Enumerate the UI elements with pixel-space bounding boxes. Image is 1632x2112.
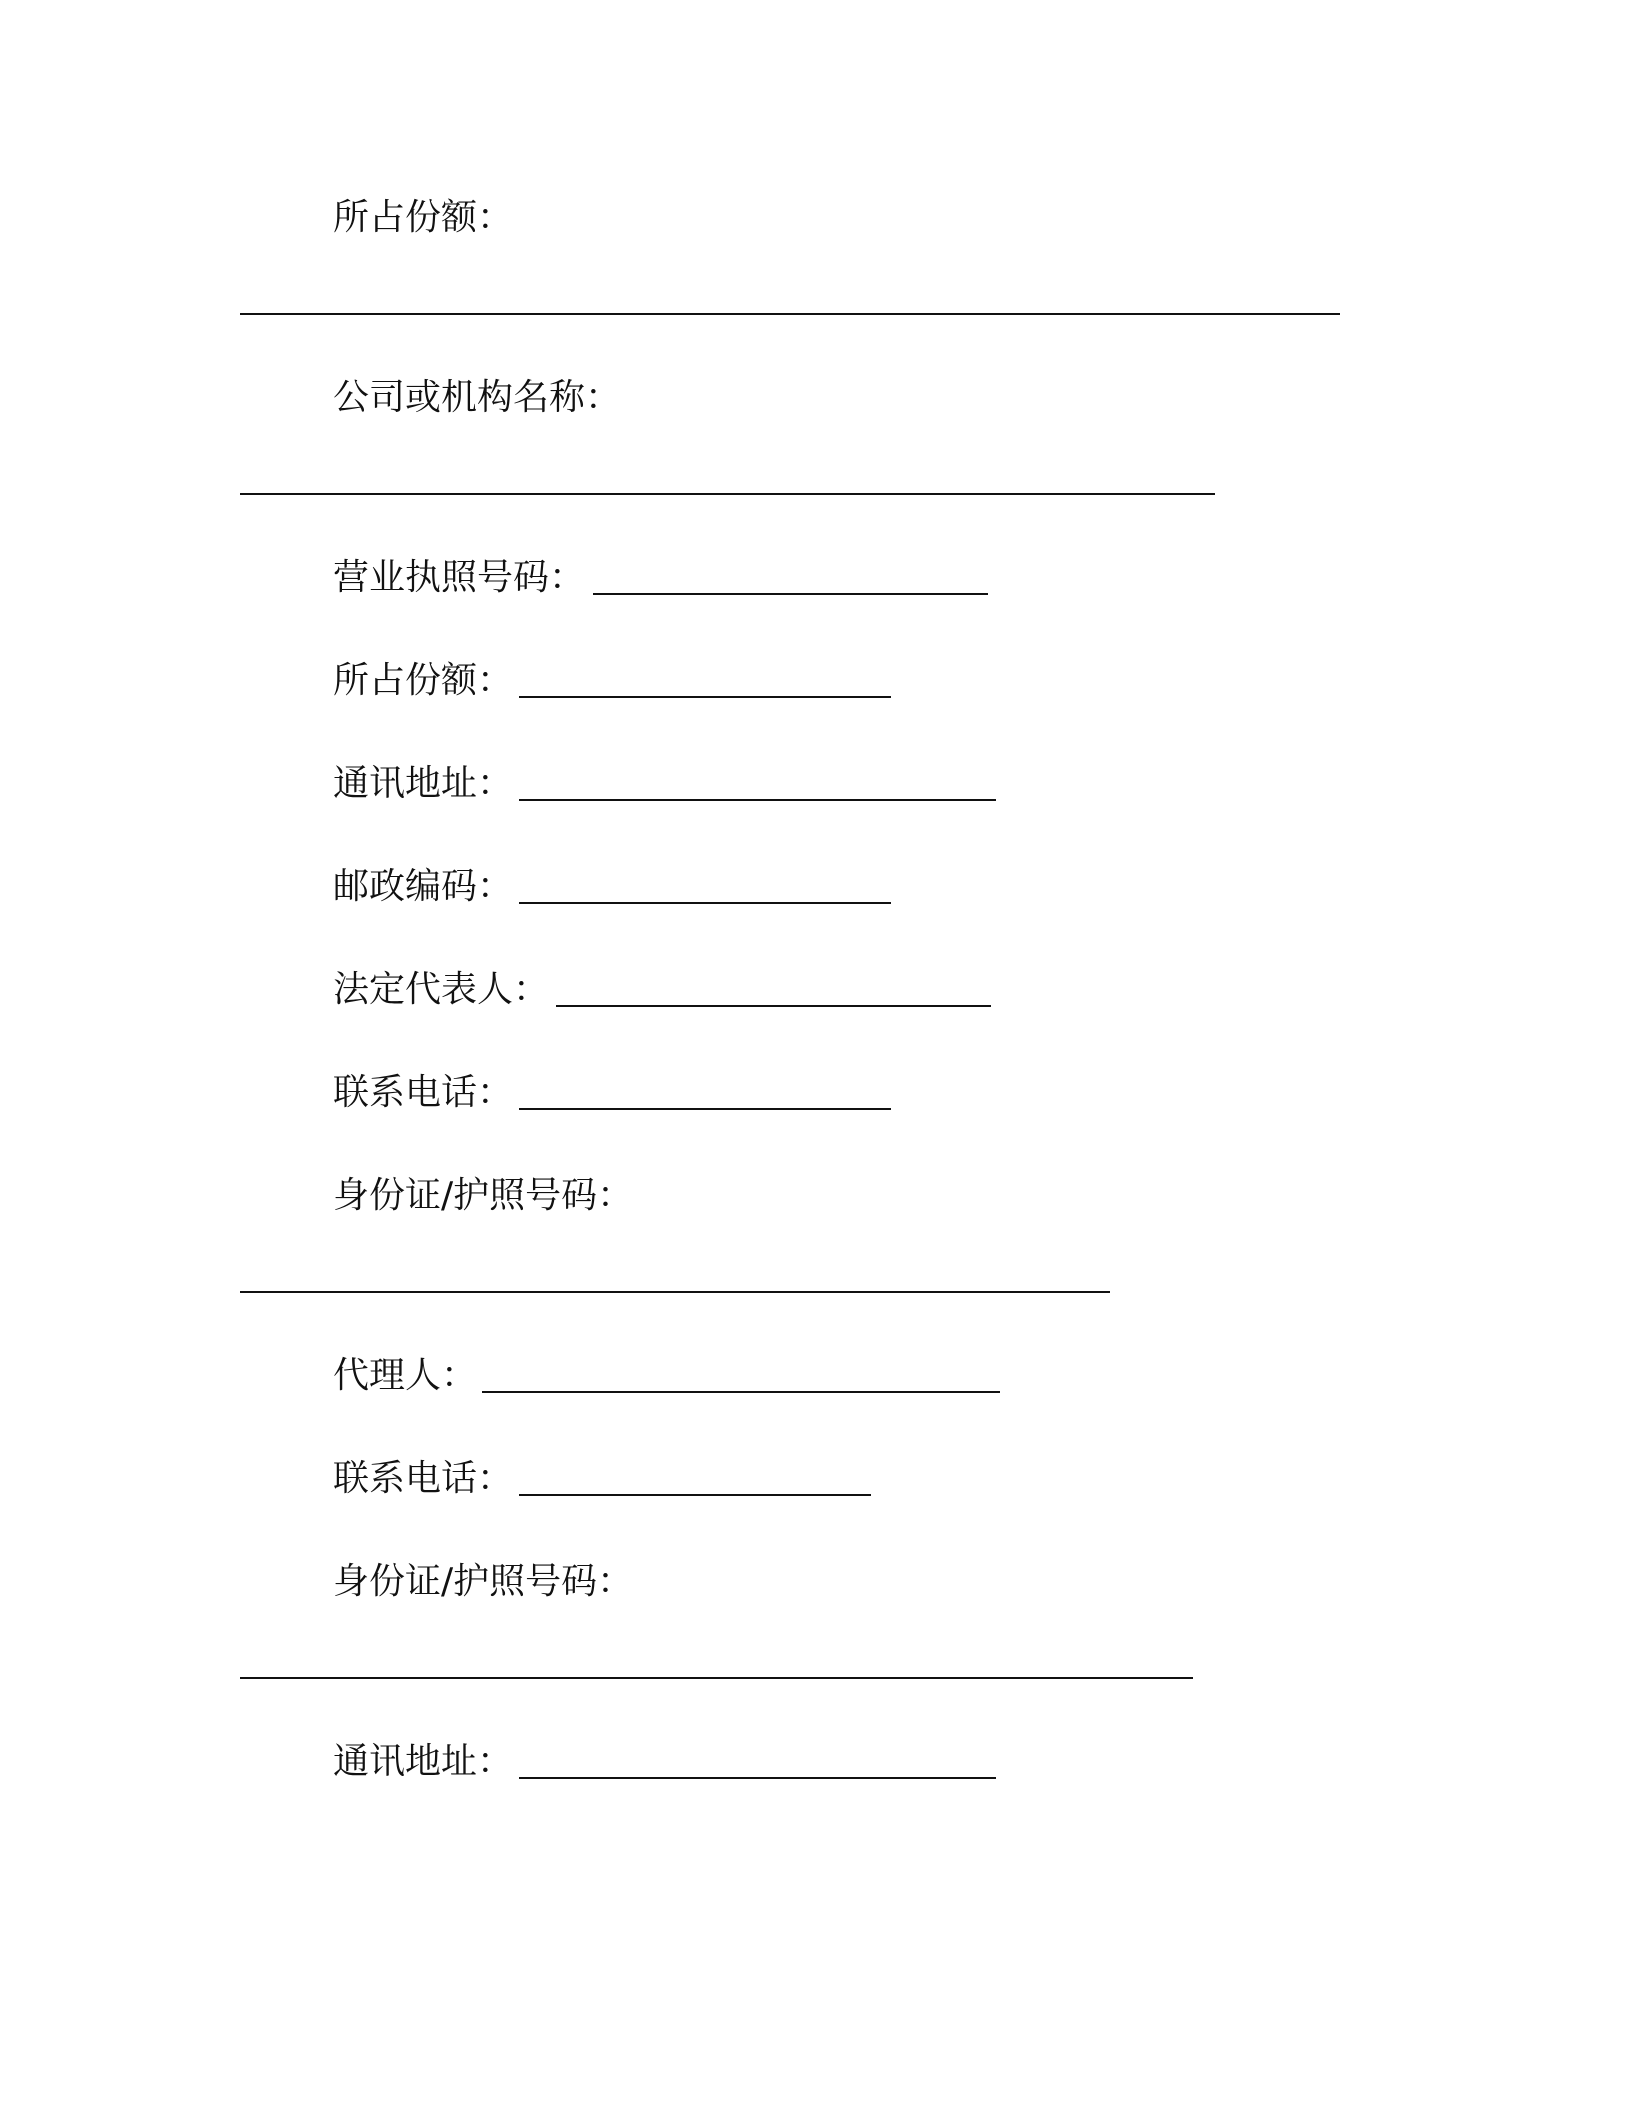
phone-label: 联系电话： <box>333 1072 514 1113</box>
address-label: 通讯地址： <box>333 763 514 804</box>
id-passport-label: 身份证/护照号码： <box>333 1561 634 1602</box>
legal-representative-blank[interactable] <box>556 1005 991 1007</box>
agent-blank[interactable] <box>482 1391 1000 1393</box>
postal-code-label: 邮政编码： <box>333 866 514 907</box>
id-passport-label: 身份证/护照号码： <box>333 1175 634 1216</box>
company-name-blank[interactable] <box>240 493 1215 495</box>
address-blank[interactable] <box>519 1777 996 1779</box>
phone-label: 联系电话： <box>333 1458 514 1499</box>
business-license-label: 营业执照号码： <box>333 557 586 598</box>
share-label: 所占份额： <box>333 197 514 238</box>
share-blank[interactable] <box>240 313 1340 315</box>
agent-label: 代理人： <box>333 1355 478 1396</box>
legal-representative-label: 法定代表人： <box>333 969 550 1010</box>
id-passport-blank[interactable] <box>240 1677 1193 1679</box>
business-license-blank[interactable] <box>593 593 988 595</box>
phone-blank[interactable] <box>519 1494 871 1496</box>
postal-code-blank[interactable] <box>519 902 891 904</box>
address-label: 通讯地址： <box>333 1741 514 1782</box>
company-name-label: 公司或机构名称： <box>333 377 622 418</box>
share-label: 所占份额： <box>333 660 514 701</box>
address-blank[interactable] <box>519 799 996 801</box>
id-passport-blank[interactable] <box>240 1291 1110 1293</box>
share-blank[interactable] <box>519 696 891 698</box>
phone-blank[interactable] <box>519 1108 891 1110</box>
